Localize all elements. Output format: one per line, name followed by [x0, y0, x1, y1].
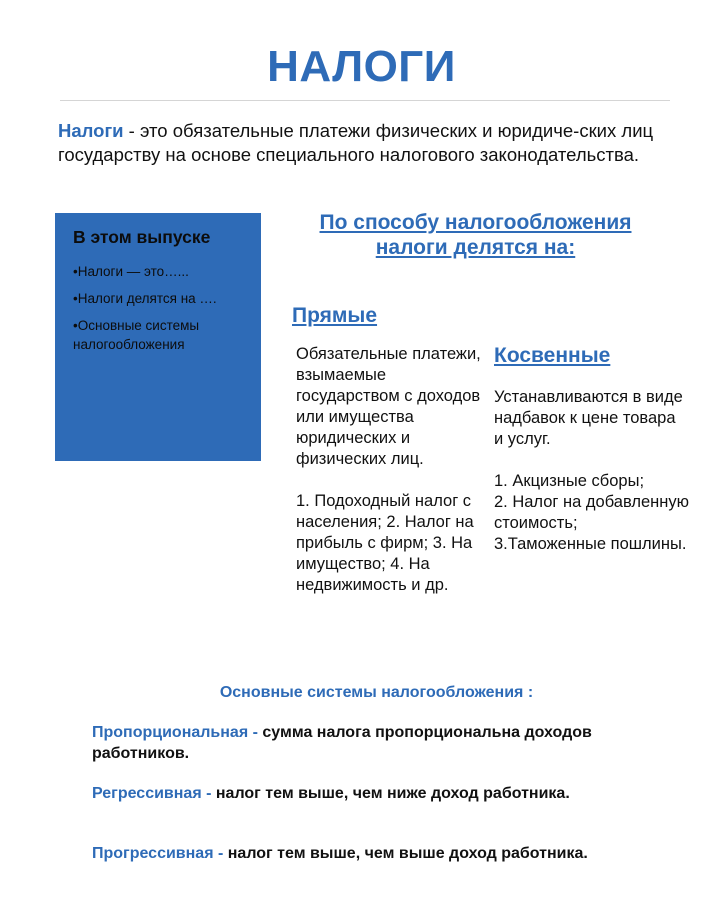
in-this-issue-item: • Налоги — это…... [73, 262, 247, 281]
tax-system-name: Регрессивная - [92, 785, 216, 802]
intro-paragraph [58, 119, 668, 167]
page-title: НАЛОГИ [267, 42, 456, 91]
tax-system-name: Пропорциональная - [92, 724, 263, 741]
in-this-issue-list [73, 262, 247, 354]
tax-system-regressive [92, 783, 652, 804]
in-this-issue-heading: В этом выпуске [73, 227, 211, 247]
tax-system-text: налог тем выше, чем выше доход работника. [227, 845, 588, 862]
direct-taxes-body [296, 344, 481, 596]
tax-system-text: сумма налога пропорциональна доходов работников. [92, 724, 592, 762]
classification-heading: По способу налогообложения налоги делятся на: [319, 211, 632, 259]
in-this-issue-item: • Налоги делятся на …. [73, 289, 247, 308]
indirect-taxes-description: Устанавливаются в виде надбавок к цене товара и услуг. [494, 388, 683, 448]
tax-system-name: Прогрессивная - [92, 845, 228, 862]
direct-taxes-heading: Прямые [292, 304, 378, 327]
tax-system-text: налог тем выше, чем ниже доход работника. [215, 785, 570, 802]
direct-taxes-examples: 1. Подоходный налог с населения; 2. Налог на прибыль с фирм; 3. На имущество; 4. На недвижимость и др. [296, 492, 474, 594]
in-this-issue-item: • Основные системы налогообложения [73, 316, 247, 354]
tax-system-progressive [92, 843, 652, 864]
tax-systems-heading: Основные системы налогообложения : [219, 684, 534, 701]
in-this-issue-box [55, 213, 261, 461]
indirect-example: 3.Таможенные пошлины. [494, 535, 687, 553]
indirect-example: 2. Налог на добавленную стоимость; [494, 493, 689, 532]
intro-text: - это обязательные платежи физических и юридиче-ских лиц государству на основе специального налогового законодательства. [58, 120, 654, 165]
title-divider [60, 100, 670, 101]
indirect-taxes-heading: Косвенные [494, 344, 611, 367]
direct-taxes-description: Обязательные платежи, взымаемые государством с доходов или имущества юридических и физических лиц. [296, 345, 481, 468]
intro-term: Налоги [58, 120, 124, 141]
indirect-example: 1. Акцизные сборы; [494, 472, 645, 490]
tax-system-proportional [92, 722, 652, 764]
indirect-taxes-body [494, 387, 689, 555]
